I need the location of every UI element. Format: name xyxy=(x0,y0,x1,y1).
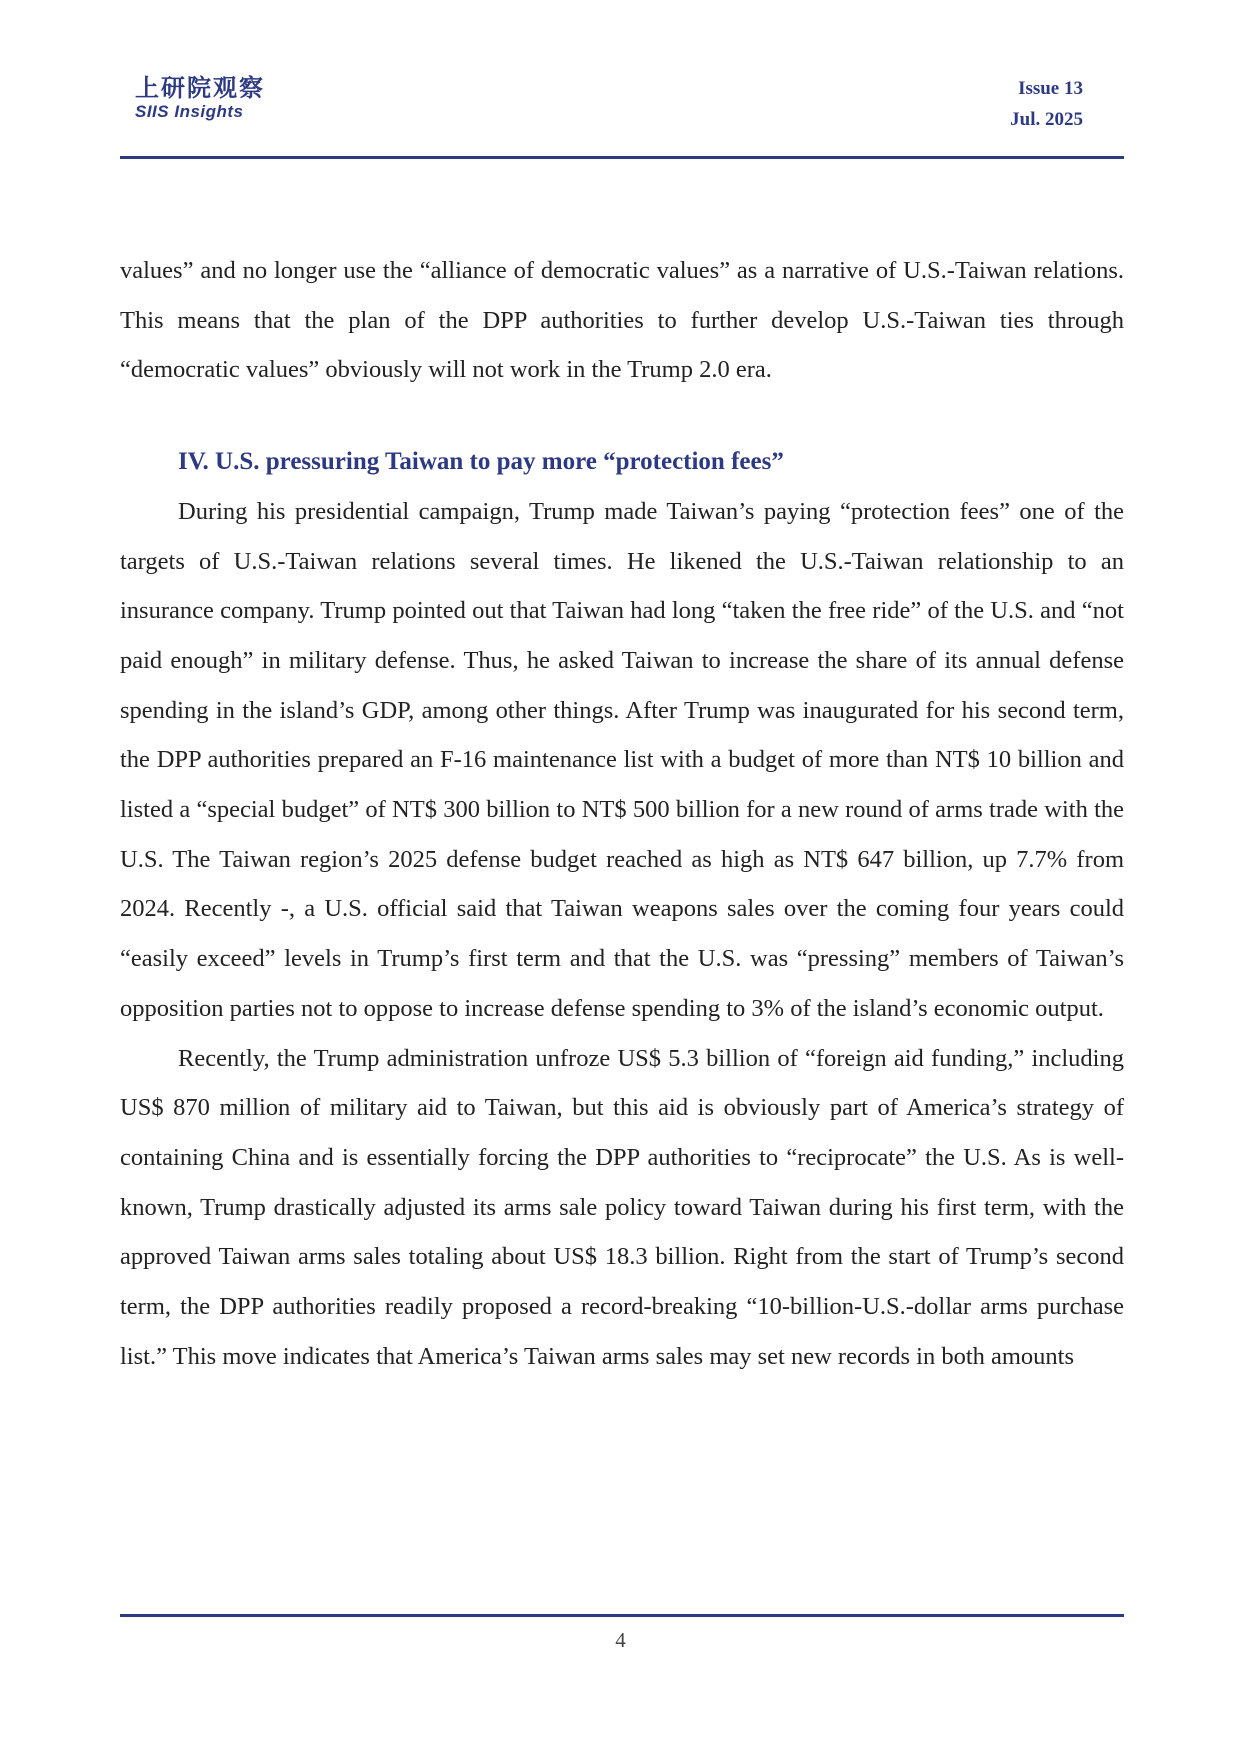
header-divider xyxy=(120,156,1124,159)
issue-number: Issue 13 xyxy=(1018,78,1083,99)
footer-divider xyxy=(120,1614,1124,1617)
logo-english-title: SIIS Insights xyxy=(135,102,244,121)
logo-chinese-title: 上研院观察 xyxy=(135,73,265,102)
header-logo xyxy=(135,74,295,122)
body-paragraph-1: During his presidential campaign, Trump made Taiwan’s paying “protection fees” one of the targets of U.S.-Taiwan relations several times. He likened the U.S.-Taiwan relationship to an insurance company. Trump pointed out that Taiwan had long “taken the free ride” of the U.S. and “not paid enough” in military defense. Thus, he asked Taiwan to increase the share of its annual defense spending in the island’s GDP, among other things. After Trump was inaugurated for his second term, the DPP authorities prepared an F-16 maintenance list with a budget of more than NT$ 10 billion and listed a “special budget” of NT$ 300 billion to NT$ 500 billion for a new round of arms trade with the U.S. The Taiwan region’s 2025 defense budget reached as high as NT$ 647 billion, up 7.7% from 2024. Recently -, a U.S. official said that Taiwan weapons sales over the coming four years could “easily exceed” levels in Trump’s first term and that the U.S. was “pressing” members of Taiwan’s opposition parties not to oppose to increase defense spending to 3% of the island’s economic output. xyxy=(120,497,1124,1022)
body-paragraph-2: Recently, the Trump administration unfroze US$ 5.3 billion of “foreign aid funding,” including US$ 870 million of military aid to Taiwan, but this aid is obviously part of America’s strategy of containing China and is essentially forcing the DPP authorities to “reciprocate” the U.S. As is well-known, Trump drastically adjusted its arms sale policy toward Taiwan during his first term, with the approved Taiwan arms sales totaling about US$ 18.3 billion. Right from the start of Trump’s second term, the DPP authorities readily proposed a record-breaking “10-billion-U.S.-dollar arms purchase list.” This move indicates that America’s Taiwan arms sales may set new records in both amounts xyxy=(120,1044,1124,1370)
issue-date: Jul. 2025 xyxy=(1010,109,1083,130)
section-heading: IV. U.S. pressuring Taiwan to pay more “protection fees” xyxy=(178,448,784,476)
continuation-paragraph: values” and no longer use the “alliance of democratic values” as a narrative of U.S.-Taiwan relations. This means that the plan of the DPP authorities to further develop U.S.-Taiwan ties through “democratic values” obviously will not work in the Trump 2.0 era. xyxy=(120,257,1124,384)
page-body xyxy=(120,246,1124,1381)
issue-info xyxy=(1010,73,1083,135)
page-number: 4 xyxy=(615,1628,626,1652)
